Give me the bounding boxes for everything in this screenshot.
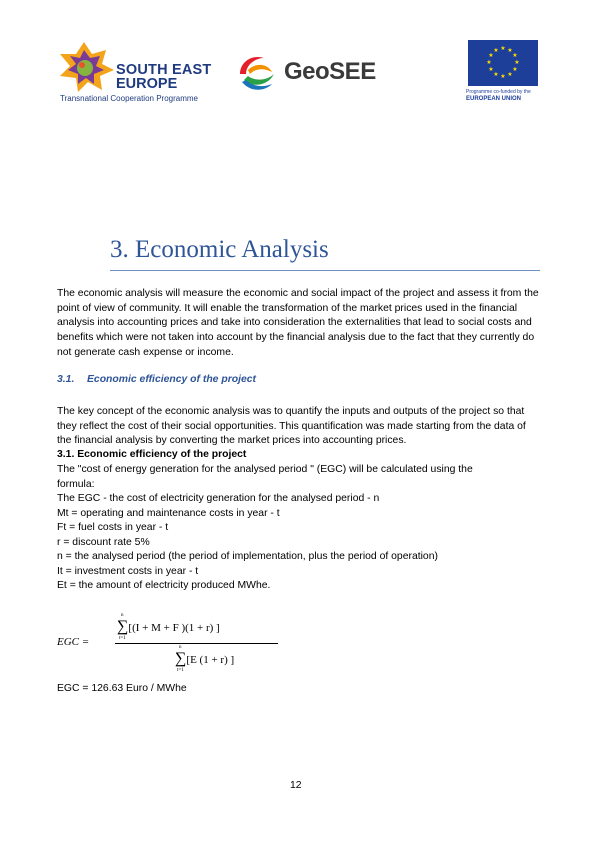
svg-text:★: ★ — [512, 66, 518, 73]
svg-text:★: ★ — [493, 71, 499, 78]
denominator-sum-upper: n — [179, 645, 182, 650]
svg-text:★: ★ — [488, 52, 494, 59]
section-heading-italic — [57, 374, 256, 385]
definition-r: r = discount rate 5% — [57, 537, 150, 548]
egc-result: EGC = 126.63 Euro / MWhe — [57, 683, 187, 694]
geosee-logo-text: GeoSEE — [284, 58, 376, 85]
definition-ft: Ft = fuel costs in year - t — [57, 522, 169, 533]
see-logo-line3: Transnational Cooperation Programme — [60, 94, 198, 103]
geosee-swirl-icon — [234, 52, 278, 92]
see-logo-line1: SOUTH EAST — [116, 62, 212, 78]
see-star-logo-icon — [56, 40, 116, 92]
geosee-logo — [234, 52, 394, 96]
sum-icon: ∑ — [117, 618, 129, 635]
south-east-europe-logo — [56, 40, 231, 102]
svg-text:★: ★ — [500, 73, 506, 80]
formula-intro-line1: The "cost of energy generation for the analysed period " (EGC) will be calculated using the — [57, 464, 473, 475]
svg-text:★: ★ — [493, 47, 499, 54]
section-title: Economic efficiency of the project — [87, 374, 256, 385]
bold-section-heading: 3.1. Economic efficiency of the project — [57, 449, 247, 460]
eu-logo — [466, 40, 540, 112]
definition-n: n = the analysed period (the period of implementation, plus the period of operation) — [57, 551, 438, 562]
concept-paragraph: The key concept of the economic analysis was to quantify the inputs and outputs of the project so that they reflect the cost of their social opportunities. This quantification was made starting from the data of the financial analysis by converting the market prices into accounting prices. — [57, 406, 526, 447]
fraction-bar — [115, 643, 278, 644]
svg-text:★: ★ — [500, 45, 506, 52]
sum-icon: ∑ — [175, 650, 187, 667]
svg-text:★: ★ — [512, 52, 518, 59]
formula-lhs: EGC = — [57, 636, 90, 648]
chapter-title: 3. Economic Analysis — [110, 236, 329, 263]
egc-formula — [57, 612, 237, 674]
eu-caption-line2: EUROPEAN UNION — [466, 96, 522, 102]
page-number: 12 — [290, 780, 302, 791]
definition-mt: Mt = operating and maintenance costs in year - t — [57, 508, 280, 519]
eu-flag-icon — [468, 40, 538, 86]
svg-text:★: ★ — [514, 59, 520, 66]
intro-paragraph: The economic analysis will measure the economic and social impact of the project and assess it from the point of view of community. It will enable the transformation of the market prices used in the financial analysis into accounting prices and take into consideration the externalities that lead to social costs and benefits which were not taken into account by the financial analysis due to the fact that they currently do not generate cash expense or income. — [57, 288, 539, 358]
formula-intro-line2: formula: — [57, 479, 95, 490]
numerator-sum-lower: t=1 — [119, 636, 126, 641]
svg-text:★: ★ — [486, 59, 492, 66]
definition-et: Et = the amount of electricity produced MWhe. — [57, 580, 271, 591]
denominator-sum-lower: t=1 — [177, 668, 184, 673]
definition-it: It = investment costs in year - t — [57, 566, 199, 577]
chapter-underline — [110, 270, 540, 271]
eu-caption-line1: Programme co-funded by the — [466, 89, 531, 95]
svg-text:★: ★ — [488, 66, 494, 73]
numerator-sum-upper: n — [121, 613, 124, 618]
see-logo-line2: EUROPE — [116, 76, 178, 92]
svg-text:★: ★ — [507, 71, 513, 78]
formula-numerator: ∑[(I + M + F )(1 + r) ] — [117, 618, 220, 635]
formula-denominator: ∑[E (1 + r) ] — [175, 650, 235, 667]
svg-text:★: ★ — [507, 47, 513, 54]
section-number: 3.1. — [57, 374, 75, 385]
definition-egc: The EGC - the cost of electricity generation for the analysed period - n — [57, 493, 380, 504]
